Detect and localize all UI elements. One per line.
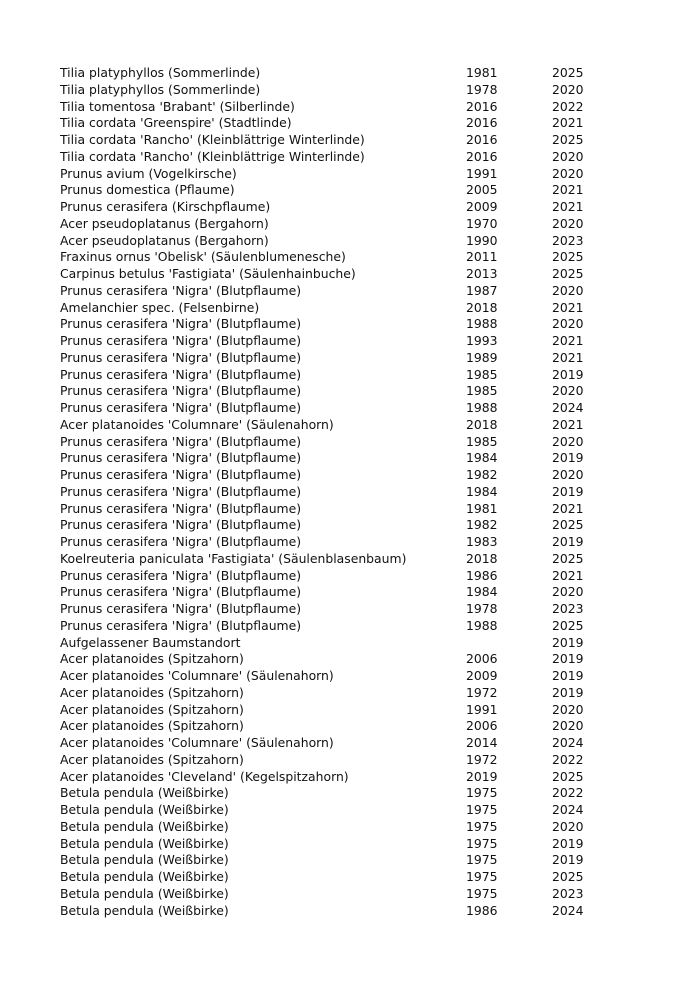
tree-name-cell: Acer pseudoplatanus (Bergahorn) bbox=[60, 215, 269, 231]
tree-name-cell: Aufgelassener Baumstandort bbox=[60, 634, 241, 650]
tree-name-cell: Acer platanoides 'Columnare' (Säulenahorn) bbox=[60, 668, 334, 683]
planting-year-cell: 1975 bbox=[466, 818, 498, 834]
table-row bbox=[60, 517, 600, 534]
planting-year-cell: 1985 bbox=[466, 383, 498, 399]
control-year-cell: 2020 bbox=[552, 433, 584, 449]
control-year-cell: 2020 bbox=[552, 383, 584, 399]
control-year-cell: 2025 bbox=[552, 768, 584, 784]
tree-name-cell: Betula pendula (Weißbirke) bbox=[60, 835, 229, 851]
tree-name-cell: Betula pendula (Weißbirke) bbox=[60, 818, 229, 834]
tree-name-cell: Prunus cerasifera 'Nigra' (Blutpflaume) bbox=[60, 601, 302, 616]
table-row bbox=[60, 534, 600, 551]
table-row bbox=[60, 115, 600, 132]
table-row bbox=[60, 467, 600, 484]
control-year-cell: 2019 bbox=[552, 450, 584, 466]
tree-name-cell: Prunus avium (Vogelkirsche) bbox=[60, 165, 237, 181]
tree-name-cell: Prunus cerasifera 'Nigra' (Blutpflaume) bbox=[60, 567, 302, 583]
control-year-cell: 2020 bbox=[552, 818, 584, 834]
planting-year-cell: 2016 bbox=[466, 115, 498, 131]
tree-name-cell: Acer platanoides 'Cleveland' (Kegelspitzahorn) bbox=[60, 768, 349, 784]
control-year-cell: 2020 bbox=[552, 701, 584, 717]
table-row bbox=[60, 685, 600, 702]
tree-name-cell: Prunus cerasifera (Kirschpflaume) bbox=[60, 199, 271, 214]
table-row bbox=[60, 702, 600, 719]
table-row bbox=[60, 350, 600, 367]
planting-year-cell: 1975 bbox=[466, 785, 498, 801]
control-year-cell: 2023 bbox=[552, 232, 584, 248]
control-year-cell: 2025 bbox=[552, 65, 584, 80]
planting-year-cell: 1975 bbox=[466, 835, 498, 851]
table-row bbox=[60, 149, 600, 166]
control-year-cell: 2024 bbox=[552, 802, 584, 817]
planting-year-cell: 1987 bbox=[466, 282, 498, 298]
control-year-cell: 2019 bbox=[552, 483, 584, 499]
control-year-cell: 2021 bbox=[552, 115, 584, 131]
control-year-cell: 2019 bbox=[552, 835, 584, 851]
control-year-cell: 2021 bbox=[552, 567, 584, 583]
control-year-cell: 2024 bbox=[552, 735, 584, 750]
tree-name-cell: Betula pendula (Weißbirke) bbox=[60, 885, 229, 901]
control-year-cell: 2020 bbox=[552, 282, 584, 298]
table-row bbox=[60, 869, 600, 886]
tree-name-cell: Prunus cerasifera 'Nigra' (Blutpflaume) bbox=[60, 483, 302, 499]
control-year-cell: 2019 bbox=[552, 366, 584, 382]
tree-name-cell: Prunus cerasifera 'Nigra' (Blutpflaume) bbox=[60, 349, 302, 365]
table-row bbox=[60, 551, 600, 568]
planting-year-cell: 2016 bbox=[466, 98, 498, 114]
planting-year-cell: 2018 bbox=[466, 416, 498, 432]
tree-name-cell: Tilia cordata 'Greenspire' (Stadtlinde) bbox=[60, 115, 292, 131]
table-row bbox=[60, 819, 600, 836]
table-row bbox=[60, 852, 600, 869]
tree-table bbox=[60, 65, 600, 919]
tree-name-cell: Prunus cerasifera 'Nigra' (Blutpflaume) bbox=[60, 433, 302, 449]
table-row bbox=[60, 651, 600, 668]
planting-year-cell: 1984 bbox=[466, 483, 498, 499]
control-year-cell: 2020 bbox=[552, 81, 584, 97]
planting-year-cell: 1972 bbox=[466, 751, 498, 767]
planting-year-cell: 1985 bbox=[466, 366, 498, 382]
table-row bbox=[60, 802, 600, 819]
control-year-cell: 2023 bbox=[552, 885, 584, 901]
control-year-cell: 2025 bbox=[552, 249, 584, 265]
planting-year-cell: 2006 bbox=[466, 651, 498, 667]
table-row bbox=[60, 166, 600, 183]
table-row bbox=[60, 735, 600, 752]
planting-year-cell: 2009 bbox=[466, 199, 498, 214]
planting-year-cell: 1984 bbox=[466, 584, 498, 600]
control-year-cell: 2021 bbox=[552, 349, 584, 365]
tree-name-cell: Acer platanoides (Spitzahorn) bbox=[60, 718, 244, 734]
control-year-cell: 2022 bbox=[552, 98, 584, 114]
planting-year-cell: 2016 bbox=[466, 132, 498, 147]
tree-name-cell: Prunus domestica (Pflaume) bbox=[60, 182, 235, 198]
tree-name-cell: Prunus cerasifera 'Nigra' (Blutpflaume) bbox=[60, 500, 302, 516]
planting-year-cell: 1991 bbox=[466, 165, 498, 181]
table-row bbox=[60, 316, 600, 333]
tree-name-cell: Fraxinus ornus 'Obelisk' (Säulenblumenesche) bbox=[60, 249, 346, 265]
table-row bbox=[60, 618, 600, 635]
table-row bbox=[60, 769, 600, 786]
planting-year-cell: 1984 bbox=[466, 450, 498, 466]
control-year-cell: 2021 bbox=[552, 500, 584, 516]
planting-year-cell: 1990 bbox=[466, 232, 498, 248]
control-year-cell: 2023 bbox=[552, 601, 584, 616]
tree-name-cell: Acer platanoides (Spitzahorn) bbox=[60, 751, 244, 767]
planting-year-cell: 1985 bbox=[466, 433, 498, 449]
planting-year-cell: 1975 bbox=[466, 802, 498, 817]
control-year-cell: 2019 bbox=[552, 668, 584, 683]
control-year-cell: 2025 bbox=[552, 266, 584, 281]
planting-year-cell: 2018 bbox=[466, 299, 498, 315]
planting-year-cell: 1982 bbox=[466, 517, 498, 533]
control-year-cell: 2020 bbox=[552, 316, 584, 332]
control-year-cell: 2025 bbox=[552, 132, 584, 147]
control-year-cell: 2020 bbox=[552, 718, 584, 734]
tree-name-cell: Prunus cerasifera 'Nigra' (Blutpflaume) bbox=[60, 467, 302, 482]
control-year-cell: 2021 bbox=[552, 299, 584, 315]
tree-name-cell: Betula pendula (Weißbirke) bbox=[60, 785, 229, 801]
planting-year-cell: 1981 bbox=[466, 500, 498, 516]
tree-name-cell: Prunus cerasifera 'Nigra' (Blutpflaume) bbox=[60, 584, 302, 600]
table-row bbox=[60, 99, 600, 116]
table-row bbox=[60, 886, 600, 903]
table-row bbox=[60, 216, 600, 233]
planting-year-cell: 2005 bbox=[466, 182, 498, 198]
control-year-cell: 2024 bbox=[552, 400, 584, 415]
tree-name-cell: Prunus cerasifera 'Nigra' (Blutpflaume) bbox=[60, 400, 302, 415]
tree-name-cell: Tilia platyphyllos (Sommerlinde) bbox=[60, 81, 261, 97]
planting-year-cell: 1988 bbox=[466, 400, 498, 415]
table-row bbox=[60, 903, 600, 920]
control-year-cell: 2021 bbox=[552, 416, 584, 432]
control-year-cell: 2025 bbox=[552, 617, 584, 633]
tree-name-cell: Prunus cerasifera 'Nigra' (Blutpflaume) bbox=[60, 383, 302, 399]
tree-name-cell: Prunus cerasifera 'Nigra' (Blutpflaume) bbox=[60, 366, 302, 382]
control-year-cell: 2020 bbox=[552, 165, 584, 181]
planting-year-cell: 1975 bbox=[466, 852, 498, 868]
table-row bbox=[60, 266, 600, 283]
tree-name-cell: Prunus cerasifera 'Nigra' (Blutpflaume) bbox=[60, 282, 302, 298]
planting-year-cell: 1983 bbox=[466, 534, 498, 549]
tree-name-cell: Acer platanoides (Spitzahorn) bbox=[60, 684, 244, 700]
planting-year-cell: 2016 bbox=[466, 148, 498, 164]
planting-year-cell: 1991 bbox=[466, 701, 498, 717]
control-year-cell: 2021 bbox=[552, 333, 584, 348]
planting-year-cell: 1978 bbox=[466, 81, 498, 97]
control-year-cell: 2019 bbox=[552, 684, 584, 700]
control-year-cell: 2024 bbox=[552, 902, 584, 918]
table-row bbox=[60, 501, 600, 518]
tree-name-cell: Betula pendula (Weißbirke) bbox=[60, 902, 229, 918]
table-row bbox=[60, 752, 600, 769]
planting-year-cell: 2018 bbox=[466, 550, 498, 566]
tree-name-cell: Acer platanoides (Spitzahorn) bbox=[60, 701, 244, 717]
tree-name-cell: Prunus cerasifera 'Nigra' (Blutpflaume) bbox=[60, 617, 302, 633]
table-row bbox=[60, 785, 600, 802]
table-row bbox=[60, 718, 600, 735]
tree-name-cell: Prunus cerasifera 'Nigra' (Blutpflaume) bbox=[60, 450, 302, 466]
planting-year-cell: 2014 bbox=[466, 735, 498, 750]
table-row bbox=[60, 182, 600, 199]
tree-name-cell: Acer platanoides 'Columnare' (Säulenahorn) bbox=[60, 416, 334, 432]
table-row bbox=[60, 584, 600, 601]
planting-year-cell: 1986 bbox=[466, 567, 498, 583]
tree-name-cell: Acer platanoides (Spitzahorn) bbox=[60, 651, 244, 667]
table-row bbox=[60, 383, 600, 400]
table-row bbox=[60, 233, 600, 250]
planting-year-cell: 2019 bbox=[466, 768, 498, 784]
tree-name-cell: Tilia cordata 'Rancho' (Kleinblättrige Winterlinde) bbox=[60, 132, 365, 147]
control-year-cell: 2019 bbox=[552, 852, 584, 868]
tree-name-cell: Tilia cordata 'Rancho' (Kleinblättrige Winterlinde) bbox=[60, 148, 365, 164]
control-year-cell: 2025 bbox=[552, 550, 584, 566]
control-year-cell: 2019 bbox=[552, 534, 584, 549]
control-year-cell: 2020 bbox=[552, 584, 584, 600]
tree-name-cell: Prunus cerasifera 'Nigra' (Blutpflaume) bbox=[60, 316, 302, 332]
table-row bbox=[60, 601, 600, 618]
planting-year-cell: 1993 bbox=[466, 333, 498, 348]
tree-name-cell: Tilia platyphyllos (Sommerlinde) bbox=[60, 65, 261, 80]
control-year-cell: 2025 bbox=[552, 869, 584, 884]
table-row bbox=[60, 836, 600, 853]
planting-year-cell: 1988 bbox=[466, 617, 498, 633]
table-row bbox=[60, 434, 600, 451]
tree-name-cell: Amelanchier spec. (Felsenbirne) bbox=[60, 299, 260, 315]
table-row bbox=[60, 333, 600, 350]
control-year-cell: 2020 bbox=[552, 215, 584, 231]
tree-name-cell: Koelreuteria paniculata 'Fastigiata' (Säulenblasenbaum) bbox=[60, 550, 407, 566]
control-year-cell: 2025 bbox=[552, 517, 584, 533]
control-year-cell: 2020 bbox=[552, 467, 584, 482]
tree-name-cell: Betula pendula (Weißbirke) bbox=[60, 869, 229, 884]
control-year-cell: 2021 bbox=[552, 199, 584, 214]
planting-year-cell: 1986 bbox=[466, 902, 498, 918]
table-row bbox=[60, 283, 600, 300]
table-row bbox=[60, 668, 600, 685]
table-row bbox=[60, 568, 600, 585]
table-row bbox=[60, 417, 600, 434]
table-row bbox=[60, 249, 600, 266]
planting-year-cell: 2006 bbox=[466, 718, 498, 734]
table-row bbox=[60, 199, 600, 216]
planting-year-cell: 1970 bbox=[466, 215, 498, 231]
control-year-cell: 2022 bbox=[552, 751, 584, 767]
tree-name-cell: Acer pseudoplatanus (Bergahorn) bbox=[60, 232, 269, 248]
tree-name-cell: Prunus cerasifera 'Nigra' (Blutpflaume) bbox=[60, 534, 302, 549]
tree-name-cell: Betula pendula (Weißbirke) bbox=[60, 802, 229, 817]
table-row bbox=[60, 300, 600, 317]
planting-year-cell: 2011 bbox=[466, 249, 498, 265]
planting-year-cell: 1982 bbox=[466, 467, 498, 482]
control-year-cell: 2022 bbox=[552, 785, 584, 801]
table-row bbox=[60, 132, 600, 149]
table-row bbox=[60, 82, 600, 99]
control-year-cell: 2019 bbox=[552, 651, 584, 667]
tree-name-cell: Carpinus betulus 'Fastigiata' (Säulenhainbuche) bbox=[60, 266, 356, 281]
table-row bbox=[60, 400, 600, 417]
control-year-cell: 2020 bbox=[552, 148, 584, 164]
planting-year-cell: 1972 bbox=[466, 684, 498, 700]
table-row bbox=[60, 65, 600, 82]
tree-name-cell: Prunus cerasifera 'Nigra' (Blutpflaume) bbox=[60, 333, 302, 348]
planting-year-cell: 1975 bbox=[466, 885, 498, 901]
table-row bbox=[60, 635, 600, 652]
tree-name-cell: Acer platanoides 'Columnare' (Säulenahorn) bbox=[60, 735, 334, 750]
planting-year-cell: 1975 bbox=[466, 869, 498, 884]
planting-year-cell: 1981 bbox=[466, 65, 498, 80]
planting-year-cell: 1989 bbox=[466, 349, 498, 365]
planting-year-cell: 2013 bbox=[466, 266, 498, 281]
tree-name-cell: Betula pendula (Weißbirke) bbox=[60, 852, 229, 868]
planting-year-cell: 1978 bbox=[466, 601, 498, 616]
control-year-cell: 2021 bbox=[552, 182, 584, 198]
tree-name-cell: Tilia tomentosa 'Brabant' (Silberlinde) bbox=[60, 98, 295, 114]
planting-year-cell: 1988 bbox=[466, 316, 498, 332]
planting-year-cell: 2009 bbox=[466, 668, 498, 683]
tree-name-cell: Prunus cerasifera 'Nigra' (Blutpflaume) bbox=[60, 517, 302, 533]
control-year-cell: 2019 bbox=[552, 634, 584, 650]
table-row bbox=[60, 484, 600, 501]
table-row bbox=[60, 450, 600, 467]
table-row bbox=[60, 367, 600, 384]
